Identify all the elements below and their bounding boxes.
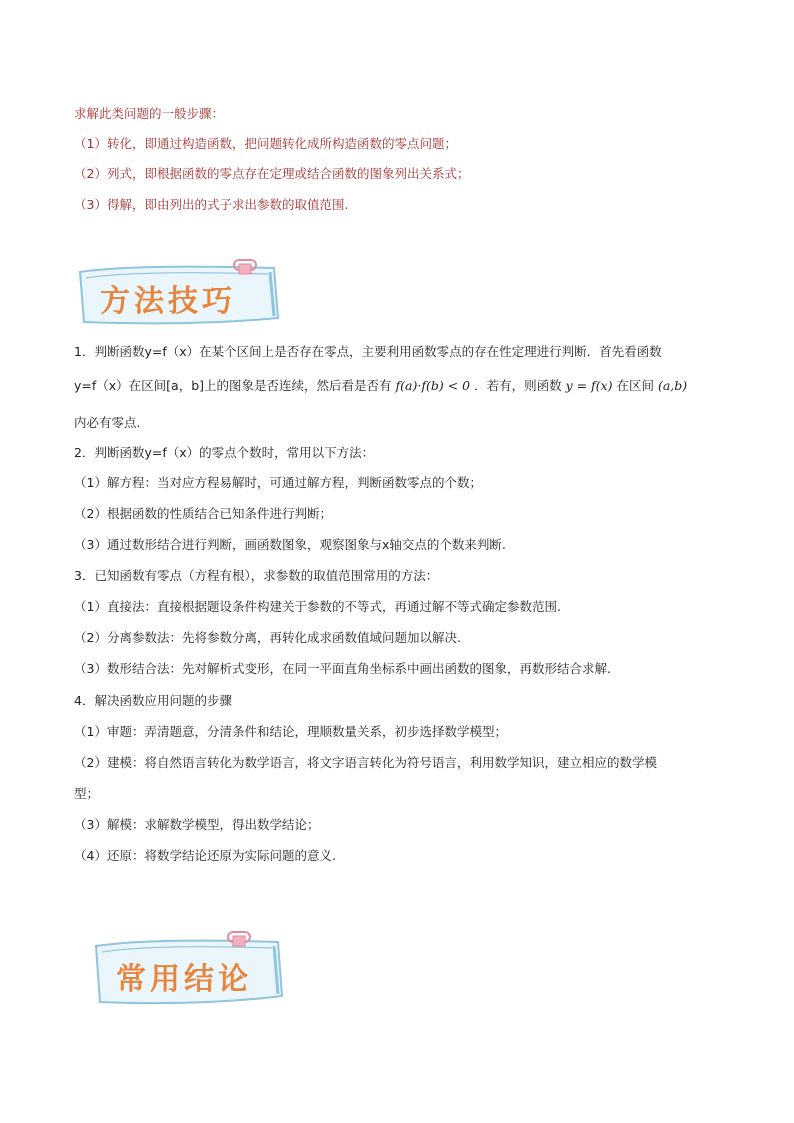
method-1-math-1: f(a)·f(b) < 0 — [395, 378, 471, 393]
section-badge-methods — [74, 258, 286, 330]
method-4-item-1: （1）审题：弄清题意，分清条件和结论，理顺数量关系，初步选择数学模型； — [74, 724, 507, 739]
method-1-line-b — [74, 376, 687, 396]
method-1-line-c: 内必有零点. — [74, 415, 141, 430]
method-3-heading: 3．已知函数有零点（方程有根），求参数的取值范围常用的方法： — [74, 568, 439, 583]
section-badge-conclusions — [90, 930, 290, 1010]
method-2-item-3: （3）通过数形结合进行判断，画函数图象，观察图象与x轴交点的个数来判断. — [74, 537, 506, 552]
method-2-item-2: （2）根据函数的性质结合已知条件进行判断； — [74, 506, 332, 521]
method-1-math-2: y = f(x) — [565, 378, 613, 393]
method-1-math-3: (a,b) — [657, 378, 688, 393]
steps-heading: 求解此类问题的一般步骤： — [74, 106, 225, 121]
section-title-conclusions: 常用结论 — [116, 962, 252, 997]
method-3-item-1: （1）直接法：直接根据题设条件构建关于参数的不等式，再通过解不等式确定参数范围. — [74, 599, 561, 614]
method-4-item-2b: 型； — [74, 786, 100, 801]
method-4-heading: 4．解决函数应用问题的步骤 — [74, 693, 232, 708]
method-2-item-1: （1）解方程：当对应方程易解时，可通过解方程，判断函数零点的个数； — [74, 475, 482, 490]
method-4-item-3: （3）解模：求解数学模型，得出数学结论； — [74, 817, 320, 832]
section-title-methods: 方法技巧 — [100, 284, 236, 319]
method-3-item-2: （2）分离参数法：先将参数分离，再转化成求函数值域问题加以解决. — [74, 630, 461, 645]
method-2-heading: 2．判断函数y=f（x）的零点个数时，常用以下方法： — [74, 445, 375, 460]
steps-item-3: （3）得解，即由列出的式子求出参数的取值范围. — [74, 197, 349, 212]
steps-item-1: （1）转化，即通过构造函数，把问题转化成所构造函数的零点问题； — [74, 136, 457, 151]
method-1-text-1: y=f（x）在区间[a，b]上的图象是否连续，然后看是否有 — [74, 378, 392, 393]
method-4-item-2a: （2）建模：将自然语言转化为数学语言，将文字语言转化为符号语言，利用数学知识，建立相应的数学模 — [74, 755, 657, 770]
method-4-item-4: （4）还原：将数学结论还原为实际问题的意义. — [74, 848, 336, 863]
method-1-line-a: 1．判断函数y=f（x）在某个区间上是否存在零点，主要利用函数零点的存在性定理进行判断．首先看函数 — [74, 344, 662, 359]
steps-item-2: （2）列式，即根据函数的零点存在定理或结合函数的图象列出关系式； — [74, 166, 470, 181]
method-3-item-3: （3）数形结合法：先对解析式变形，在同一平面直角坐标系中画出函数的图象，再数形结合求解. — [74, 661, 611, 676]
method-1-text-3: 在区间 — [616, 378, 654, 393]
method-1-text-2: ．若有，则函数 — [474, 378, 562, 393]
